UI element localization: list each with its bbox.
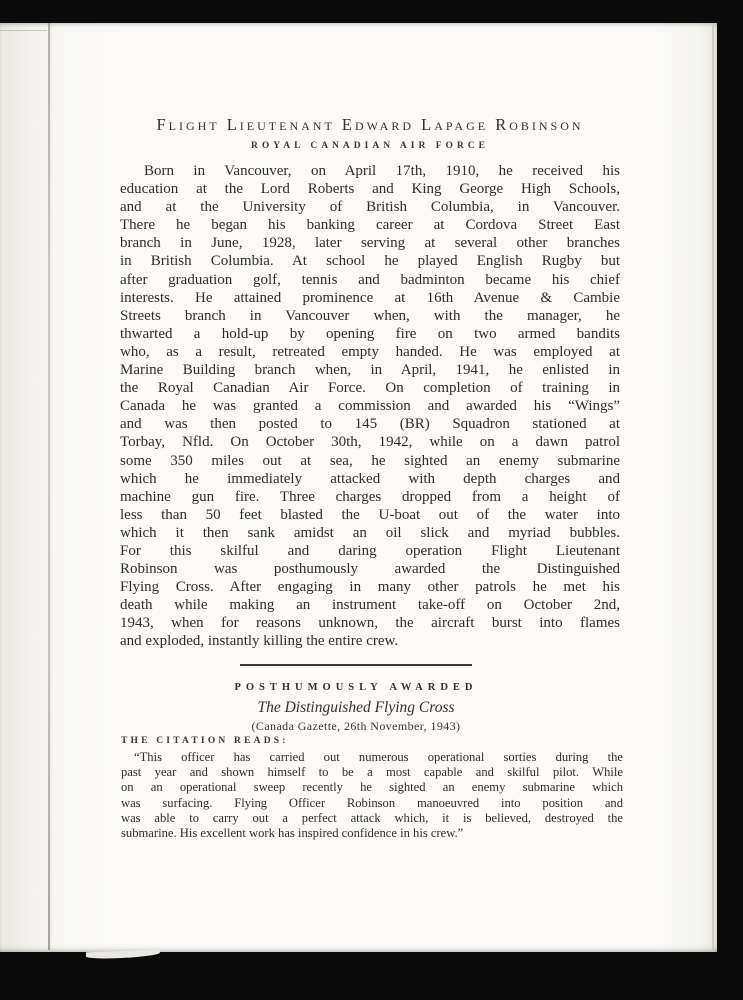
page-title: Flight Lieutenant Edward Lapage Robinson xyxy=(156,115,584,134)
biography-line: less than 50 feet blasted the U-boat out of the water into xyxy=(120,506,620,523)
biography-line: Flying Cross. After engaging in many other patrols he met his xyxy=(120,579,620,596)
section-divider-rule xyxy=(240,664,472,666)
biography-line: Robinson was posthumously awarded the Distinguished xyxy=(120,561,620,578)
award-name: The Distinguished Flying Cross xyxy=(257,699,455,716)
biography-line: Torbay, Nfld. On October 30th, 1942, while on a dawn patrol xyxy=(120,434,620,451)
biography-line: and was then posted to 145 (BR) Squadron stationed at xyxy=(120,416,620,433)
biography-line: machine gun fire. Three charges dropped from a height of xyxy=(120,488,620,505)
citation-line: on an operational sweep recently he sighted an enemy submarine which xyxy=(121,780,623,795)
biography-line: Marine Building branch when, in April, 1941, he enlisted in xyxy=(120,362,620,379)
page-edge-line-right xyxy=(712,23,714,952)
citation-line: was able to carry out a perfect attack which, it is believed, destroyed the xyxy=(121,810,623,825)
biography-line: and exploded, instantly killing the entire crew. xyxy=(120,633,399,650)
biography-line: some 350 miles out at sea, he sighted an enemy submarine xyxy=(120,452,620,469)
biography-line: which it then sank amidst an oil slick and myriad bubbles. xyxy=(120,524,620,541)
biography-line: in British Columbia. At school he played English Rugby but xyxy=(120,253,620,270)
biography-line: who, as a result, retreated empty handed. He was employed at xyxy=(120,343,620,360)
biography-line: Canada he was granted a commission and awarded his “Wings” xyxy=(120,398,620,415)
page-gutter-crease xyxy=(48,23,50,950)
citation-label: THE CITATION READS: xyxy=(121,736,289,746)
citation-line: submarine. His excellent work has inspired confidence in his crew.” xyxy=(121,826,464,841)
page-edge-line-top xyxy=(0,30,47,31)
biography-line: Streets branch in Vancouver when, with the manager, he xyxy=(120,307,620,324)
biography-line: death while making an instrument take-off on October 2nd, xyxy=(120,597,620,614)
citation-line: was surfacing. Flying Officer Robinson manoeuvred into position and xyxy=(121,795,623,810)
biography-line: thwarted a hold-up by opening fire on two armed bandits xyxy=(120,325,620,342)
biography-line: education at the Lord Roberts and King George High Schools, xyxy=(120,181,620,198)
biography-paragraph xyxy=(120,162,620,651)
biography-line: which he immediately attacked with depth charges and xyxy=(120,470,620,487)
page-edge-sliver-bottom xyxy=(86,950,160,960)
award-source: (Canada Gazette, 26th November, 1943) xyxy=(251,719,461,733)
biography-line: interests. He attained prominence at 16th Avenue & Cambie xyxy=(120,289,620,306)
citation-paragraph xyxy=(121,750,623,841)
biography-line: For this skilful and daring operation Flight Lieutenant xyxy=(120,542,620,559)
biography-line: 1943, when for reasons unknown, the aircraft burst into flames xyxy=(120,615,620,632)
citation-line: “This officer has carried out numerous operational sorties during the xyxy=(134,750,623,764)
page-subtitle: ROYAL CANADIAN AIR FORCE xyxy=(251,141,489,151)
biography-line: the Royal Canadian Air Force. On completion of training in xyxy=(120,380,620,397)
book-page xyxy=(0,23,717,952)
citation-line: past year and shown himself to be a most capable and skilful pilot. While xyxy=(121,765,623,780)
biography-line: and at the University of British Columbia, in Vancouver. xyxy=(120,199,620,216)
biography-line: after graduation golf, tennis and badminton became his chief xyxy=(120,271,620,288)
biography-line: branch in June, 1928, later serving at several other branches xyxy=(120,235,620,252)
biography-line: Born in Vancouver, on April 17th, 1910, he received his xyxy=(144,163,620,179)
award-heading: POSTHUMOUSLY AWARDED xyxy=(234,682,478,693)
biography-line: There he began his banking career at Cordova Street East xyxy=(120,217,620,234)
